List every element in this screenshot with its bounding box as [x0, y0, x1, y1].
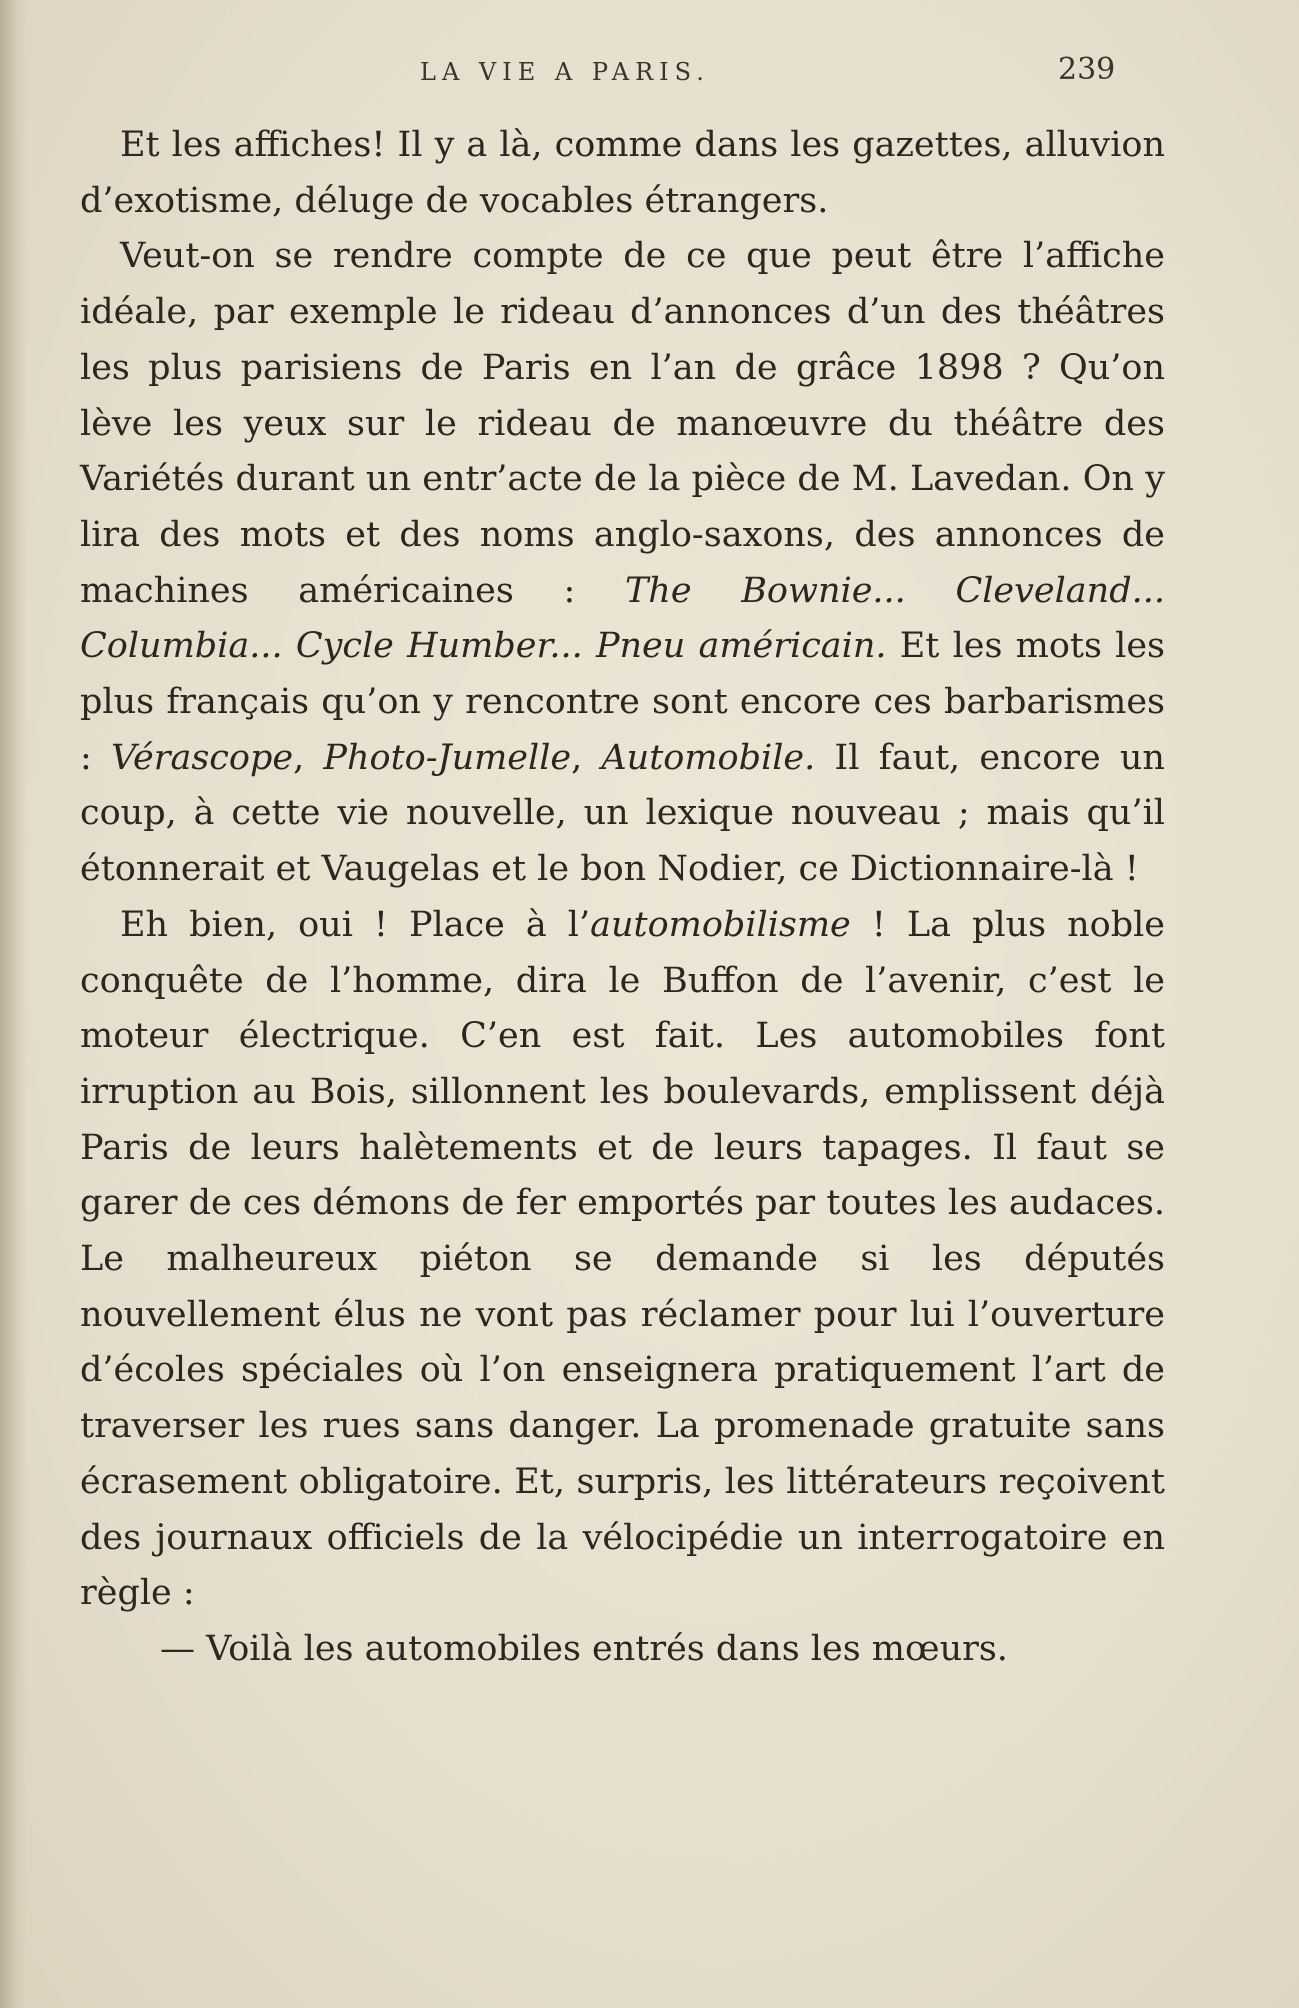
paragraph-3-text-b: ! La plus noble conquête de l’homme, dira le Buffon de l’avenir, c’est le moteur électrique. C’en est fait. Les automobiles font irruption au Bois, sillonnent les boulevards, emplissent déjà Paris de leurs halètements et de leurs tapages. Il faut se garer de ces démons de fer emportés par toutes les audaces. Le malheureux piéton se demande si les députés nouvellement élus ne vont pas réclamer pour lui l’ouverture d’écoles spéciales où l’on enseignera pratiquement l’art de traverser les rues sans danger. La promenade gratuite sans écrasement obligatoire. Et, surpris, les littérateurs reçoivent des journaux officiels de la vélocipédie un interrogatoire en règle :	[80, 904, 1165, 1614]
paragraph-2-text-b: Et les mots les plus français qu’on y rencontre sont encore ces barbarismes :	[80, 626, 1166, 778]
paragraph-3-text-a: Eh bien, oui ! Place à l’	[120, 904, 591, 945]
page-number: 239	[1058, 52, 1116, 87]
paragraph-2-italic-brands: The Bownie... Cleveland... Columbia... Cycle Humber... Pneu américain.	[80, 570, 1165, 667]
paragraph-2	[80, 229, 1165, 897]
page-gutter-shadow	[0, 0, 28, 2008]
paragraph-2-comma-2: ,	[571, 737, 602, 778]
paragraph-2-italic-automobile: Automobile.	[601, 737, 816, 778]
paragraph-2-comma-1: ,	[293, 737, 324, 778]
paragraph-2-text-a: Veut-on se rendre compte de ce que peut être l’affiche idéale, par exemple le rideau d’annonces d’un des théâtres les plus parisiens de Paris en l’an de grâce 1898 ? Qu’on lève les yeux sur le rideau de manœuvre du théâtre des Variétés durant un entr’acte de la pièce de M. Lavedan. On y lira des mots et des noms anglo-saxons, des annonces de machines américaines :	[80, 236, 1165, 611]
body-text	[80, 118, 1165, 1678]
paragraph-3	[80, 898, 1165, 1622]
paragraph-4-dialogue: — Voilà les automobiles entrés dans les mœurs.	[160, 1628, 1008, 1669]
paragraph-1: Et les affiches! Il y a là, comme dans les gazettes, alluvion d’exotisme, déluge de vocables étrangers.	[80, 125, 1165, 221]
paragraph-2-italic-photo-jumelle: Photo-Jumelle	[323, 737, 572, 778]
running-title: LA VIE A PARIS.	[420, 58, 710, 86]
paragraph-3-italic-automobilisme: automobilisme	[590, 904, 851, 945]
paragraph-2-text-e: Il faut, encore un coup, à cette vie nouvelle, un lexique nouveau ; mais qu’il étonnerait et Vaugelas et le bon Nodier, ce Dictionnaire-là !	[80, 737, 1165, 890]
running-head	[0, 52, 1299, 92]
paragraph-2-italic-verascope: Vérascope	[110, 737, 294, 778]
